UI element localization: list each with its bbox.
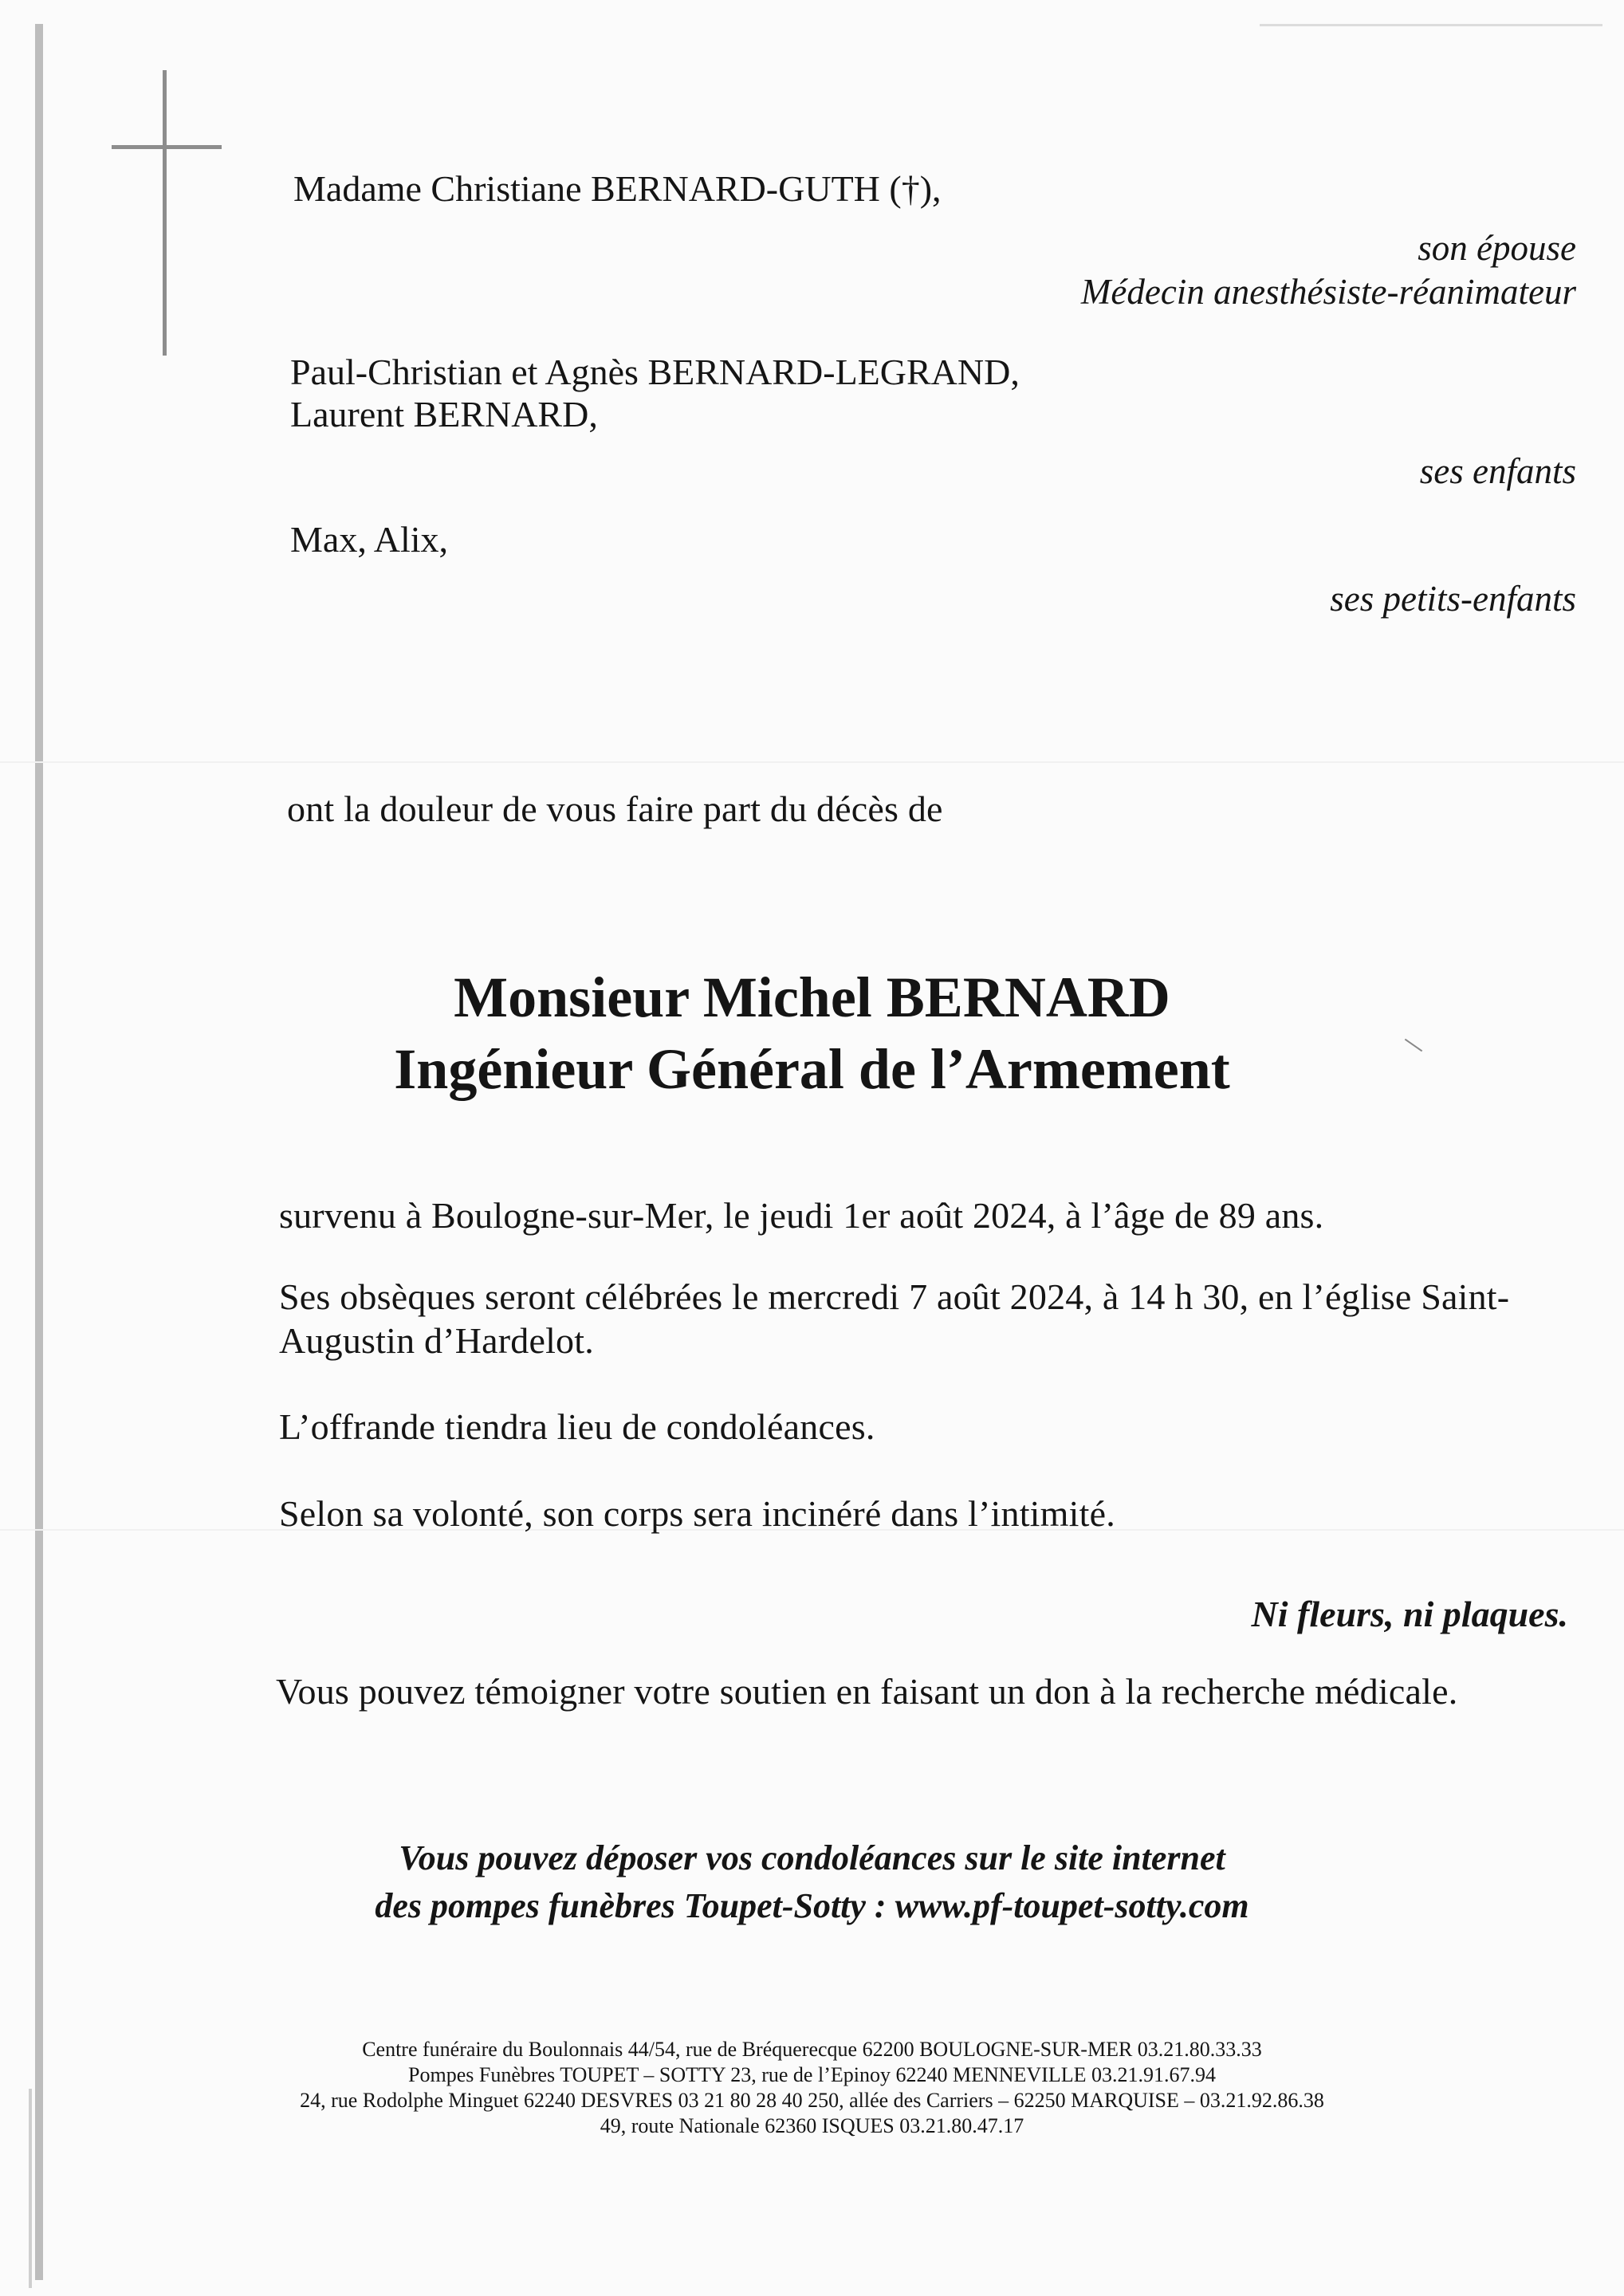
funeral-line-1: Ses obsèques seront célébrées le mercredi 7 août 2024, à 14 h 30, en l’église Saint-: [279, 1276, 1510, 1317]
spouse-relation: son épouse: [1418, 228, 1576, 268]
cremation-text: Selon sa volonté, son corps sera incinéré dans l’intimité.: [279, 1493, 1115, 1534]
grandchildren-relation: ses petits-enfants: [1330, 579, 1576, 619]
children-relation: ses enfants: [1419, 451, 1576, 491]
no-flowers-note: Ni fleurs, ni plaques.: [1251, 1594, 1568, 1634]
footer-line-2: Pompes Funèbres TOUPET – SOTTY 23, rue de l’Epinoy 62240 MENNEVILLE 03.21.91.67.94: [408, 2063, 1216, 2086]
top-rule: [1260, 24, 1602, 26]
offering-text: L’offrande tiendra lieu de condoléances.: [279, 1406, 875, 1447]
spouse-profession: Médecin anesthésiste-réanimateur: [1080, 272, 1576, 312]
footer-line-3: 24, rue Rodolphe Minguet 62240 DESVRES 03 21 80 28 40 250, allée des Carriers – 62250 MARQUISE – 03.21.92.86.38: [300, 2089, 1324, 2112]
footer-line-1: Centre funéraire du Boulonnais 44/54, rue de Bréquerecque 62200 BOULOGNE-SUR-MER 03.21.80.33.33: [362, 2038, 1262, 2061]
deceased-title: Ingénieur Général de l’Armement: [394, 1037, 1230, 1101]
children-line-2: Laurent BERNARD,: [290, 394, 598, 434]
scan-edge: [35, 24, 43, 2280]
funeral-line-2: Augustin d’Hardelot.: [279, 1320, 594, 1361]
fold-line: [0, 761, 1624, 763]
donation-text: Vous pouvez témoigner votre soutien en faisant un don à la recherche médicale.: [276, 1671, 1458, 1712]
grandchildren: Max, Alix,: [290, 519, 449, 560]
announcement: ont la douleur de vous faire part du décès de: [287, 788, 943, 829]
condolences-line-2: des pompes funèbres Toupet-Sotty : www.pf-toupet-sotty.com: [375, 1886, 1249, 1925]
children-line-1: Paul-Christian et Agnès BERNARD-LEGRAND,: [290, 352, 1020, 392]
condolences-line-1: Vous pouvez déposer vos condoléances sur le site internet: [399, 1838, 1225, 1877]
footer-line-4: 49, route Nationale 62360 ISQUES 03.21.80.47.17: [600, 2114, 1024, 2137]
deceased-name: Monsieur Michel BERNARD: [454, 965, 1170, 1029]
spouse-name: Madame Christiane BERNARD-GUTH (†),: [293, 168, 942, 209]
death-details: survenu à Boulogne-sur-Mer, le jeudi 1er août 2024, à l’âge de 89 ans.: [279, 1195, 1324, 1236]
